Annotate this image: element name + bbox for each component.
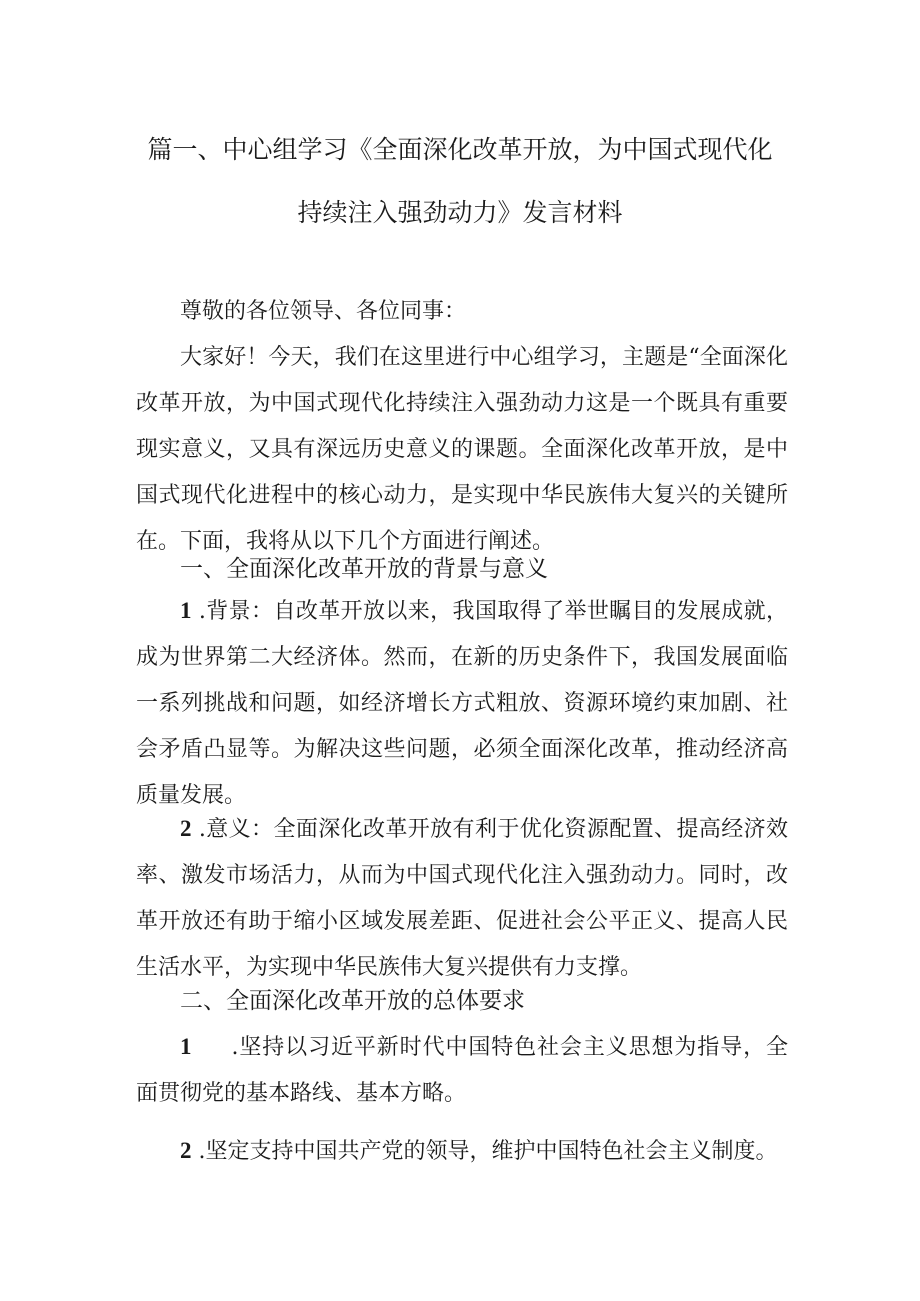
greeting: 尊敬的各位领导、各位同事： (180, 299, 467, 324)
document-title-line-2: 持续注入强劲动力》发言材料 (297, 198, 623, 227)
item-text: .背景：自改革开放以来，我国取得了举世瞩目的发展成就，成为世界第二大经济体。然而，在新的历史条件下，我国发展面临一系列挑战和问题，如经济增长方式粗放、资源环境约束加剧、社会矛盾凸显等。为解决这些问题，必须全面深化改革，推动经济高质量发展。 (136, 599, 788, 808)
document-title-line-1: 篇一、中心组学习《全面深化改革开放，为中国式现代化 (147, 135, 773, 164)
section-1-heading: 一、全面深化改革开放的背景与意义 (180, 556, 548, 582)
section-2-item-1 (136, 1024, 788, 1117)
item-number: 1 (180, 598, 192, 623)
item-number: 1 (180, 1034, 192, 1059)
item-text: .意义：全面深化改革开放有利于优化资源配置、提高经济效率、激发市场活力，从而为中国式现代化注入强劲动力。同时，改革开放还有助于缩小区域发展差距、促进社会公平正义、提高人民生活水平，为实现中华民族伟大复兴提供有力支撑。 (136, 817, 788, 980)
item-number: 2 (180, 1138, 192, 1163)
section-2-item-2 (136, 1128, 788, 1175)
section-1-item-2 (136, 806, 788, 991)
section-2-heading: 二、全面深化改革开放的总体要求 (180, 988, 525, 1014)
item-text: .坚定支持中国共产党的领导，维护中国特色社会主义制度。 (198, 1139, 778, 1164)
intro-paragraph: 大家好！今天，我们在这里进行中心组学习，主题是“全面深化改革开放，为中国式现代化持续注入强劲动力这是一个既具有重要现实意义，又具有深远历史意义的课题。全面深化改革开放，是中国式现代化进程中的核心动力，是实现中华民族伟大复兴的关键所在。下面，我将从以下几个方面进行阐述。 (136, 345, 788, 554)
section-1-item-1 (136, 588, 788, 819)
item-number: 2 (180, 816, 192, 841)
item-text: .坚持以习近平新时代中国特色社会主义思想为指导，全面贯彻党的基本路线、基本方略。 (136, 1035, 788, 1106)
